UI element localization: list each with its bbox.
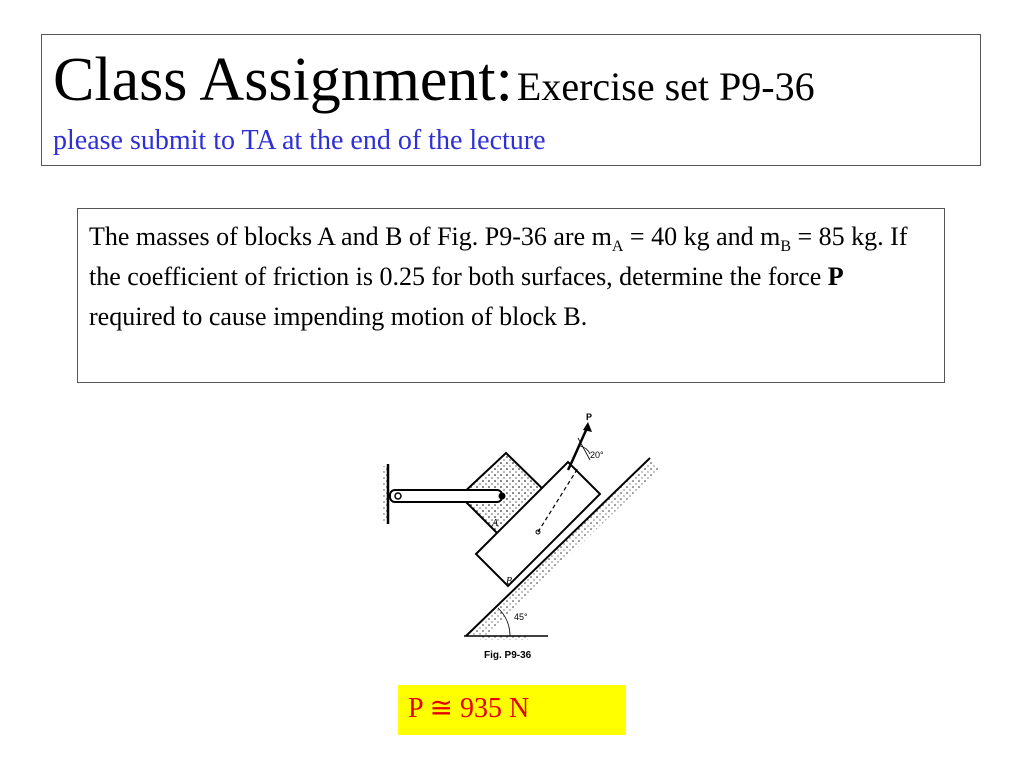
answer-box	[398, 685, 626, 735]
force-p-label: P	[586, 412, 593, 422]
problem-text-1: The masses of blocks A and B of Fig. P9-36 are m	[89, 222, 612, 251]
title-line	[53, 46, 980, 114]
figure-p9-36	[368, 408, 660, 666]
link-bar	[390, 490, 506, 502]
problem-statement	[77, 208, 945, 383]
problem-text-3: = 85 kg. If the coefficient of friction is 0.25 for both surfaces, determine the force	[89, 222, 908, 291]
force-p-bold: P	[827, 262, 844, 291]
angle-20-label: 20°	[590, 450, 604, 460]
problem-text-4: required to cause impending motion of block B.	[89, 302, 588, 331]
exercise-subtitle: Exercise set P9-36	[516, 64, 815, 109]
block-b-label: B	[506, 576, 513, 587]
page-title: Class Assignment:	[53, 46, 513, 114]
wall-support	[382, 464, 388, 524]
mass-b-subscript: B	[780, 238, 792, 256]
block-a-label: A	[492, 518, 499, 529]
answer-value: P ≅ 935 N	[408, 693, 530, 724]
mass-a-subscript: A	[611, 238, 624, 256]
figure-caption: Fig. P9-36	[484, 650, 532, 661]
angle-45-label: 45°	[514, 612, 528, 622]
title-box	[41, 34, 981, 166]
problem-text-2: = 40 kg and m	[623, 222, 781, 251]
submission-note: please submit to TA at the end of the lecture	[53, 125, 546, 156]
